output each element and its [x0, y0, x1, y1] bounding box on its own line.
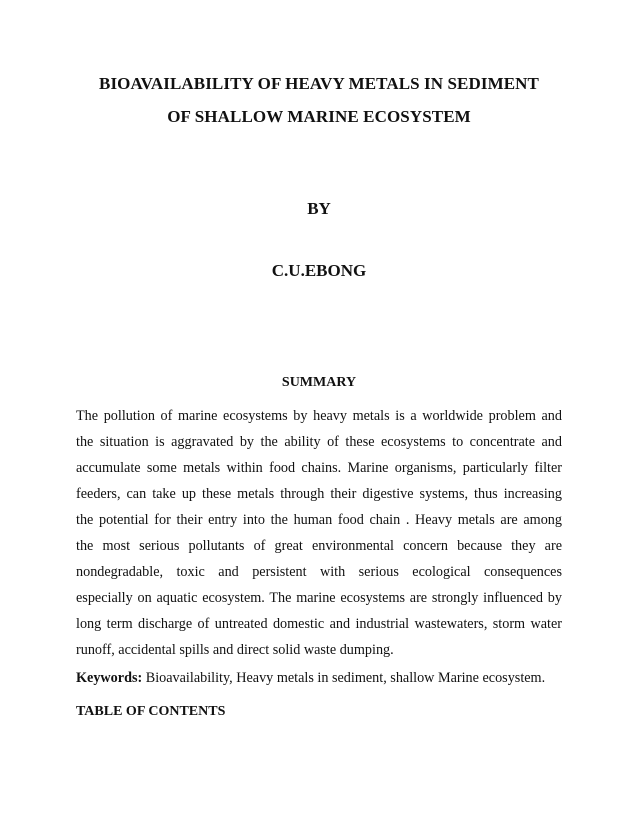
summary-heading: SUMMARY [281, 375, 357, 390]
summary-paragraph [76, 403, 562, 663]
summary-line: especially on aquatic ecosystem. The marine ecosystems are strongly influenced by [76, 590, 562, 606]
by-label: BY [307, 199, 331, 218]
summary-line: the situation is aggravated by the ability of these ecosystems to concentrate and [76, 434, 562, 450]
summary-line: long term discharge of untreated domestic and industrial wastewaters, storm water [76, 616, 562, 632]
summary-line: accumulate some metals within food chains. Marine organisms, particularly filter [76, 460, 562, 476]
summary-line: the potential for their entry into the human food chain . Heavy metals are among [76, 512, 562, 528]
keywords-label: Keywords: [76, 670, 143, 686]
author-name: C.U.EBONG [271, 261, 367, 280]
title-line-1: BIOAVAILABILITY OF HEAVY METALS IN SEDIMENT [99, 74, 539, 93]
title-line-2: OF SHALLOW MARINE ECOSYSTEM [167, 107, 471, 126]
summary-line: runoff, accidental spills and direct solid waste dumping. [76, 642, 394, 658]
summary-line: The pollution of marine ecosystems by heavy metals is a worldwide problem and [76, 408, 562, 424]
summary-line: feeders, can take up these metals through their digestive systems, thus increasing [76, 486, 562, 502]
summary-line: nondegradable, toxic and persistent with serious ecological consequences [76, 564, 562, 580]
table-of-contents-heading: TABLE OF CONTENTS [76, 704, 226, 719]
keywords-text: Bioavailability, Heavy metals in sediment, shallow Marine ecosystem. [142, 670, 546, 686]
summary-line: the most serious pollutants of great environmental concern because they are [76, 538, 562, 554]
keywords-line [76, 665, 562, 691]
